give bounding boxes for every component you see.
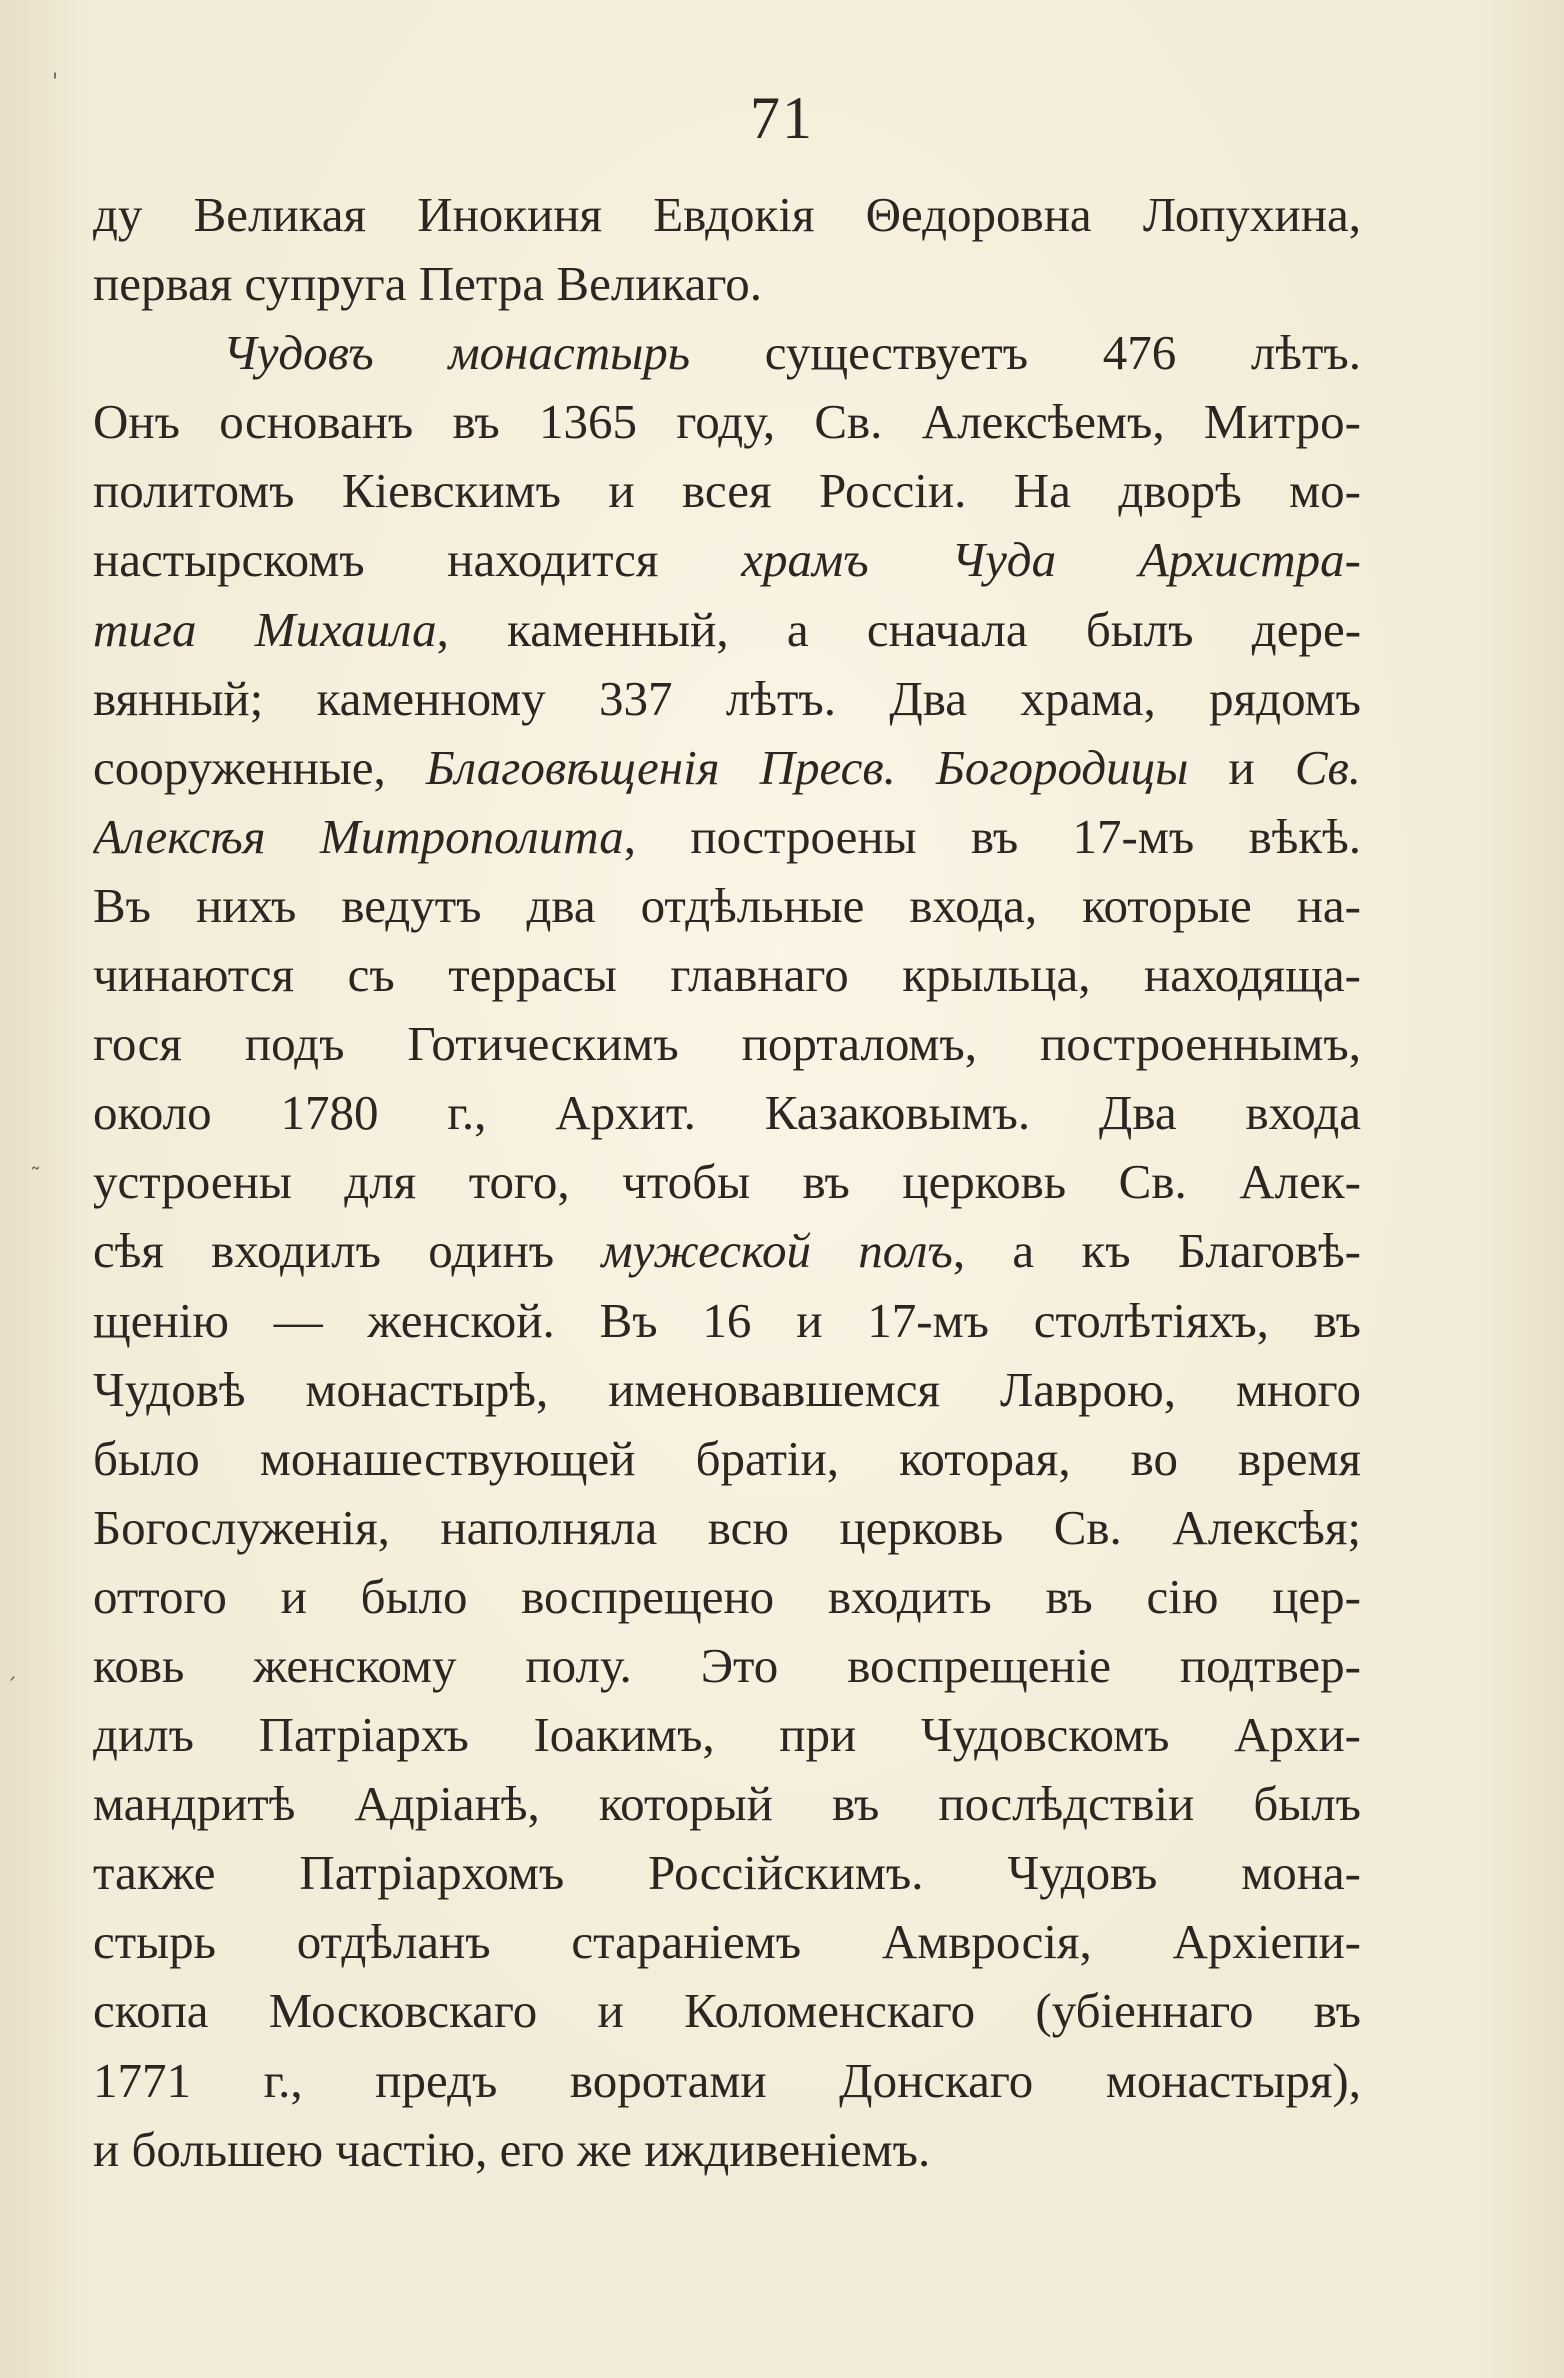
text-segment: , а къ Благовѣ- [952, 1223, 1361, 1279]
text-segment: Въ нихъ ведутъ два отдѣльные входа, которые на- [93, 877, 1361, 933]
text-line [93, 1562, 1361, 1631]
text-segment: чинаются съ террасы главнаго крыльца, находяща- [93, 947, 1361, 1003]
text-line [93, 1838, 1361, 1907]
text-line [93, 1078, 1361, 1147]
text-segment: стырь отдѣланъ стараніемъ Амвросія, Архіепи- [93, 1914, 1361, 1970]
text-line [93, 1286, 1361, 1355]
text-line [93, 2115, 1361, 2184]
text-segment: ковь женскому полу. Это воспрещеніе подтвер- [93, 1637, 1361, 1693]
text-segment: оттого и было воспрещено входить въ сію цер- [93, 1568, 1361, 1624]
text-line [93, 318, 1361, 387]
page-number: 71 [750, 85, 814, 151]
text-segment: около 1780 г., Архит. Казаковымъ. Два входа [93, 1085, 1361, 1141]
text-segment: и [1188, 739, 1295, 795]
text-line [93, 1424, 1361, 1493]
text-line [93, 387, 1361, 456]
text-segment: гося подъ Готическимъ порталомъ, построеннымъ, [93, 1016, 1361, 1072]
text-segment: Чудовѣ монастырѣ, именовавшемся Лаврою, много [93, 1361, 1361, 1417]
text-line [93, 802, 1361, 871]
text-line [93, 456, 1361, 525]
text-segment: ду Великая Инокиня Евдокія Θедоровна Лопухина, [93, 187, 1361, 242]
text-segment: первая супруга Петра Великаго. [93, 256, 762, 312]
text-segment: , каменный, а сначала былъ дере- [436, 601, 1361, 657]
text-line [93, 940, 1361, 1009]
text-segment: Богослуженія, наполняла всю церковь Св. Алексѣя; [93, 1499, 1361, 1555]
text-segment: вянный; каменному 337 лѣтъ. Два храма, рядомъ [93, 670, 1361, 726]
text-line [93, 595, 1361, 664]
italic-text: храмъ Чуда Архистра- [741, 532, 1361, 588]
italic-text: Алексѣя Митрополита [93, 808, 624, 864]
text-line [93, 733, 1361, 802]
text-line [93, 1493, 1361, 1562]
text-line [93, 664, 1361, 733]
text-line [93, 249, 1361, 318]
italic-text: Св. [1294, 739, 1361, 795]
text-segment: 1771 г., предъ воротами Донскаго монастыря), [93, 2052, 1361, 2108]
text-line [93, 1631, 1361, 1700]
text-segment: скопа Московскаго и Коломенскаго (убіеннаго въ [93, 1983, 1361, 2039]
text-line [93, 1976, 1361, 2045]
text-line [93, 1147, 1361, 1216]
text-line [93, 1009, 1361, 1078]
text-line [93, 1907, 1361, 1976]
text-segment: сооруженные, [93, 739, 426, 795]
margin-speck-top: ' [52, 70, 59, 95]
text-segment: устроены для того, чтобы въ церковь Св. Алек- [93, 1154, 1361, 1210]
italic-text: тига Михаила [93, 601, 437, 657]
text-segment: мандритѣ Адріанѣ, который въ послѣдствіи былъ [93, 1776, 1361, 1832]
text-segment: дилъ Патріархъ Іоакимъ, при Чудовскомъ Архи- [93, 1707, 1361, 1763]
margin-mark-left: ˷ [30, 1146, 41, 1171]
text-segment: существуетъ 476 лѣтъ. [690, 325, 1361, 381]
text-line [93, 1700, 1361, 1769]
text-line [93, 2046, 1361, 2115]
text-segment: также Патріархомъ Россійскимъ. Чудовъ мона- [93, 1845, 1361, 1901]
text-line [93, 180, 1361, 249]
text-line [93, 1216, 1361, 1285]
text-line [93, 1769, 1361, 1838]
text-segment: политомъ Кіевскимъ и всея Россіи. На дворѣ мо- [93, 463, 1361, 519]
text-segment: щенію — женской. Въ 16 и 17-мъ столѣтіяхъ, въ [93, 1292, 1361, 1348]
margin-mark-left-lower: ˏ [6, 1656, 17, 1681]
text-segment: было монашествующей братіи, которая, во время [93, 1430, 1361, 1486]
italic-text: Чудовъ монастырь [223, 325, 691, 381]
body-text [93, 180, 1361, 2184]
text-segment: сѣя входилъ одинъ [93, 1223, 602, 1279]
text-segment: настырскомъ находится [93, 532, 742, 588]
text-segment: , построены въ 17-мъ вѣкѣ. [623, 808, 1361, 864]
text-line [93, 1355, 1361, 1424]
text-segment: Онъ основанъ въ 1365 году, Св. Алексѣемъ, Митро- [93, 394, 1361, 450]
text-segment: и большею частію, его же иждивеніемъ. [93, 2121, 931, 2177]
text-line [93, 871, 1361, 940]
text-line [93, 525, 1361, 594]
italic-text: Благовѣщенія Пресв. Богородицы [425, 739, 1189, 795]
italic-text: мужеской полъ [601, 1223, 953, 1279]
